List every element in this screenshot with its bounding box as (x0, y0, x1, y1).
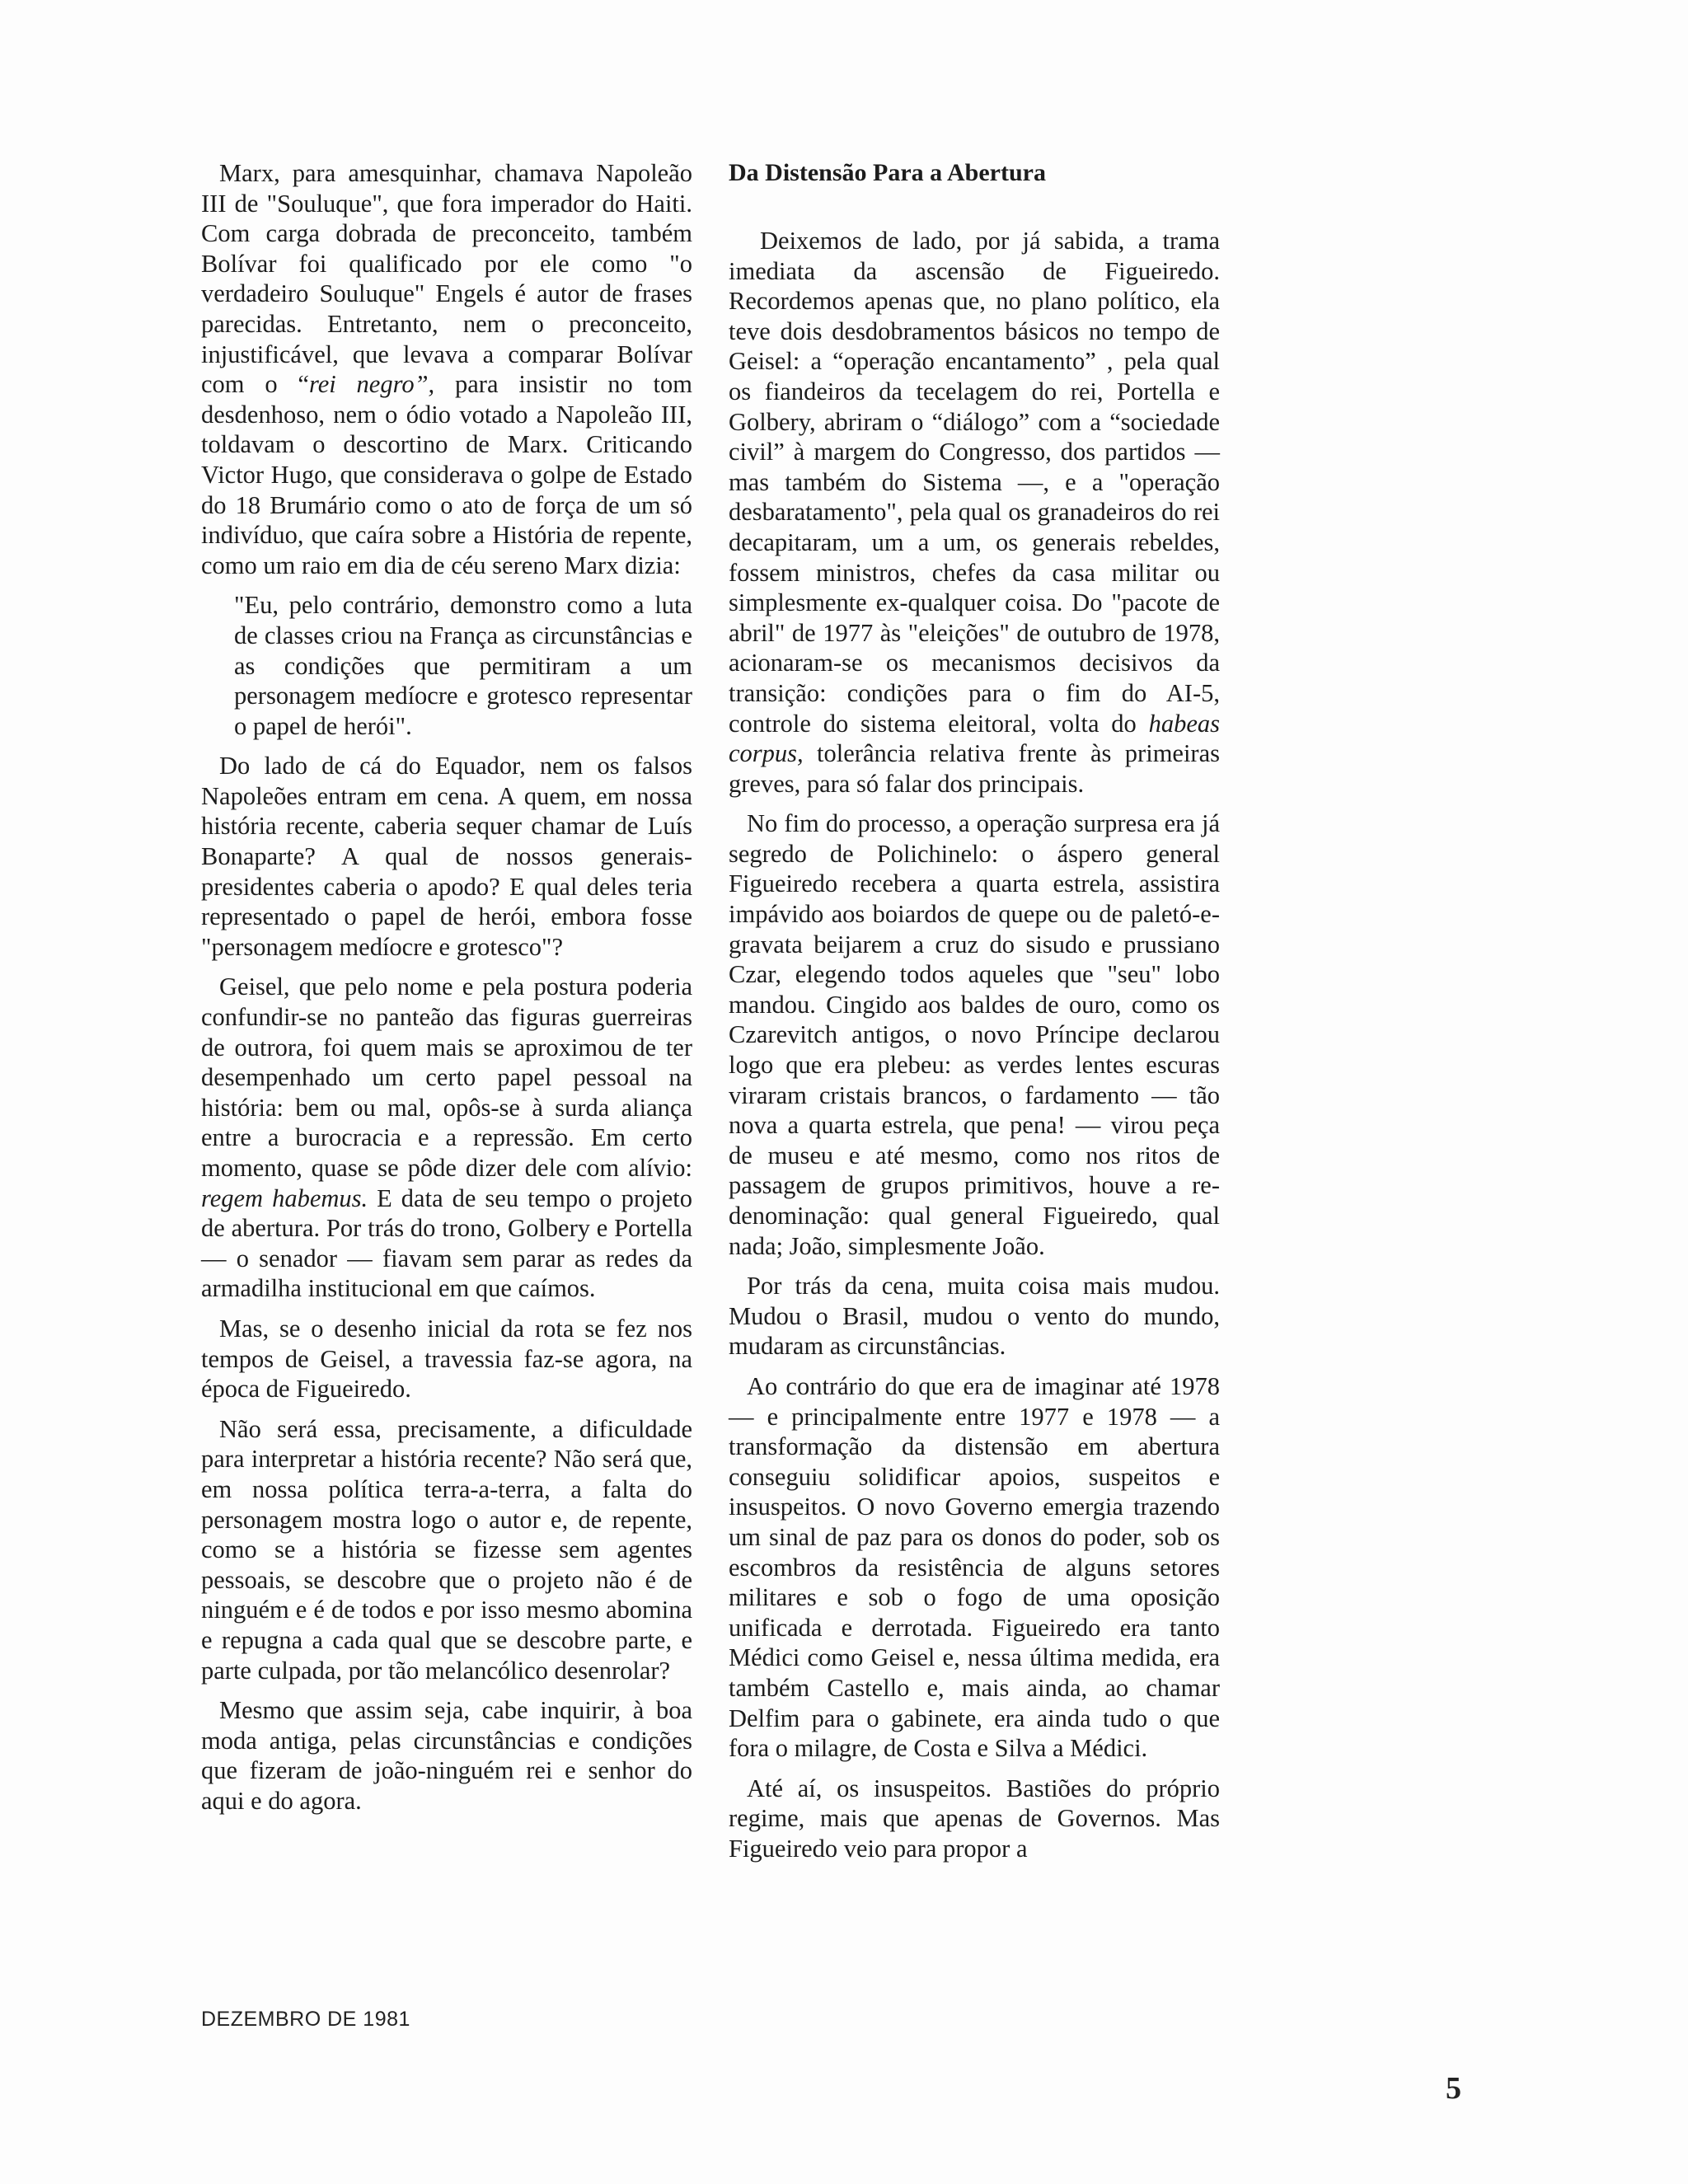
footer-date: DEZEMBRO DE 1981 (201, 2008, 410, 2031)
left-column (201, 158, 692, 1825)
paragraph: Por trás da cena, muita coisa mais mudou. Mudou o Brasil, mudou o vento do mundo, mudaram as circunstâncias. (729, 1272, 1220, 1361)
page-number: 5 (1446, 2071, 1461, 2106)
paragraph: Não será essa, precisamente, a dificuldade para interpretar a história recente? Não será que, em nossa política terra-a-terra, a falta do personagem mostra logo o autor e, de repente, como se a história se fizesse sem agentes pessoais, se descobre que o projeto não é de ninguém e é de todos e por isso mesmo abomina e repugna a cada qual que se descobre parte, e parte culpada, por tão melancólico desenrolar? (201, 1414, 692, 1685)
paragraph-text: Marx, para amesquinhar, chamava Napoleão III de "Souluque", que fora imperador do Haiti. Com carga dobrada de preconceito, também Bolívar foi qualificado por ele como "o verdadeiro Souluque" Engels é autor de frases parecidas. Entretanto, nem o preconceito, injustificável, que levava a comparar Bolívar com o “ (201, 159, 692, 399)
paragraph-text: tolerância relativa frente às primeiras greves, para só falar dos principais. (729, 739, 1220, 798)
paragraph (201, 972, 692, 1304)
paragraph (729, 226, 1220, 799)
block-quote: "Eu, pelo contrário, demonstro como a luta de classes criou na França as circunstâncias e as condições que permitiram a um personagem medíocre e grotesco representar o papel de herói". (234, 591, 692, 740)
paragraph: Do lado de cá do Equador, nem os falsos Napoleões entram em cena. A quem, em nossa história recente, caberia sequer chamar de Luís Bonaparte? A qual de nossos generais-presidentes caberia o apodo? E qual deles teria representado o papel de herói, embora fosse "personagem medíocre e grotesco"? (201, 752, 692, 961)
section-heading: Da Distensão Para a Abertura (729, 159, 1046, 186)
paragraph-text: E data de seu tempo o projeto de abertura. Por trás do trono, Golbery e Portella — o senador — fiavam sem parar as redes da armadilha institucional em que caímos. (201, 1183, 692, 1303)
paragraph: Até aí, os insuspeitos. Bastiões do próprio regime, mais que apenas de Governos. Mas Figueiredo veio para propor a (729, 1774, 1220, 1863)
italic-text: rei negro”, (308, 370, 435, 399)
italic-text: regem habemus. (201, 1183, 368, 1212)
paragraph: Mesmo que assim seja, cabe inquirir, à boa moda antiga, pelas circunstâncias e condições que fizeram de joão-ninguém rei e senhor do aqui e do agora. (201, 1696, 692, 1815)
italic-text: habeas corpus, (729, 709, 1220, 768)
paragraph: Mas, se o desenho inicial da rota se fez nos tempos de Geisel, a travessia faz-se agora, na época de Figueiredo. (201, 1314, 692, 1404)
paragraph: Ao contrário do que era de imaginar até 1978 — e principalmente entre 1977 e 1978 — a transformação da distensão em abertura conseguiu solidificar apoios, suspeitos e insuspeitos. O novo Governo emergia trazendo um sinal de paz para os donos do poder, sob os escombros da resistência de alguns setores militares e sob o fogo de uma oposição unificada e derrotada. Figueiredo era tanto Médici como Geisel e, nessa última medida, era também Castello e, mais ainda, ao chamar Delfim para o gabinete, era ainda tudo o que fora o milagre, de Costa e Silva a Médici. (729, 1371, 1220, 1763)
paragraph-text: Geisel, que pelo nome e pela postura poderia confundir-se no panteão das figuras guerreiras de outrora, foi quem mais se aproximou de ter desempenhado um certo papel pessoal na história: bem ou mal, opôs-se à surda aliança entre a burocracia e a repressão. Em certo momento, quase se pôde dizer dele com alívio: (201, 972, 692, 1182)
paragraph (201, 158, 692, 580)
paragraph: No fim do processo, a operação surpresa era já segredo de Polichinelo: o áspero general Figueiredo recebera a quarta estrela, assistira impávido aos boiardos de quepe ou de paletó-e-gravata beijarem a cruz do sisudo e prussiano Czar, elegendo todos aqueles que "seu" lobo mandou. Cingido aos baldes de ouro, como os Czarevitch antigos, o novo Príncipe declarou logo que era plebeu: as verdes lentes escuras viraram cristais brancos, o fardamento — tão nova a quarta estrela, que pena! — virou peça de museu e até mesmo, como nos ritos de passagem de grupos primitivos, houve a re-denominação: qual general Figueiredo, qual nada; João, simplesmente João. (729, 809, 1220, 1260)
paragraph-text: Deixemos de lado, por já sabida, a trama imediata da ascensão de Figueiredo. Recordemos apenas que, no plano político, ela teve dois desdobramentos básicos no tempo de Geisel: a “operação encantamento” , pela qual os fiandeiros da tecelagem do rei, Portella e Golbery, abriram o “diálogo” com a “sociedade civil” à margem do Congresso, dos partidos — mas também do Sistema —, e a "operação desbaratamento", pela qual os granadeiros do rei decapitaram, um a um, os generais rebeldes, fossem ministros, chefes da casa militar ou simplesmente ex-qualquer coisa. Do "pacote de abril" de 1977 às "eleições" de outubro de 1978, acionaram-se os mecanismos decisivos da transição: condições para o fim do AI-5, controle do sistema eleitoral, volta do (729, 227, 1220, 738)
paragraph-text: para insistir no tom desdenhoso, nem o ódio votado a Napoleão III, toldavam o descortino de Marx. Criticando Victor Hugo, que considerava o golpe de Estado do 18 Brumário como o ato de força de um só indivíduo, que caíra sobre a História de repente, como um raio em dia de céu sereno Marx dizia: (201, 370, 692, 579)
right-column (729, 158, 1220, 1873)
